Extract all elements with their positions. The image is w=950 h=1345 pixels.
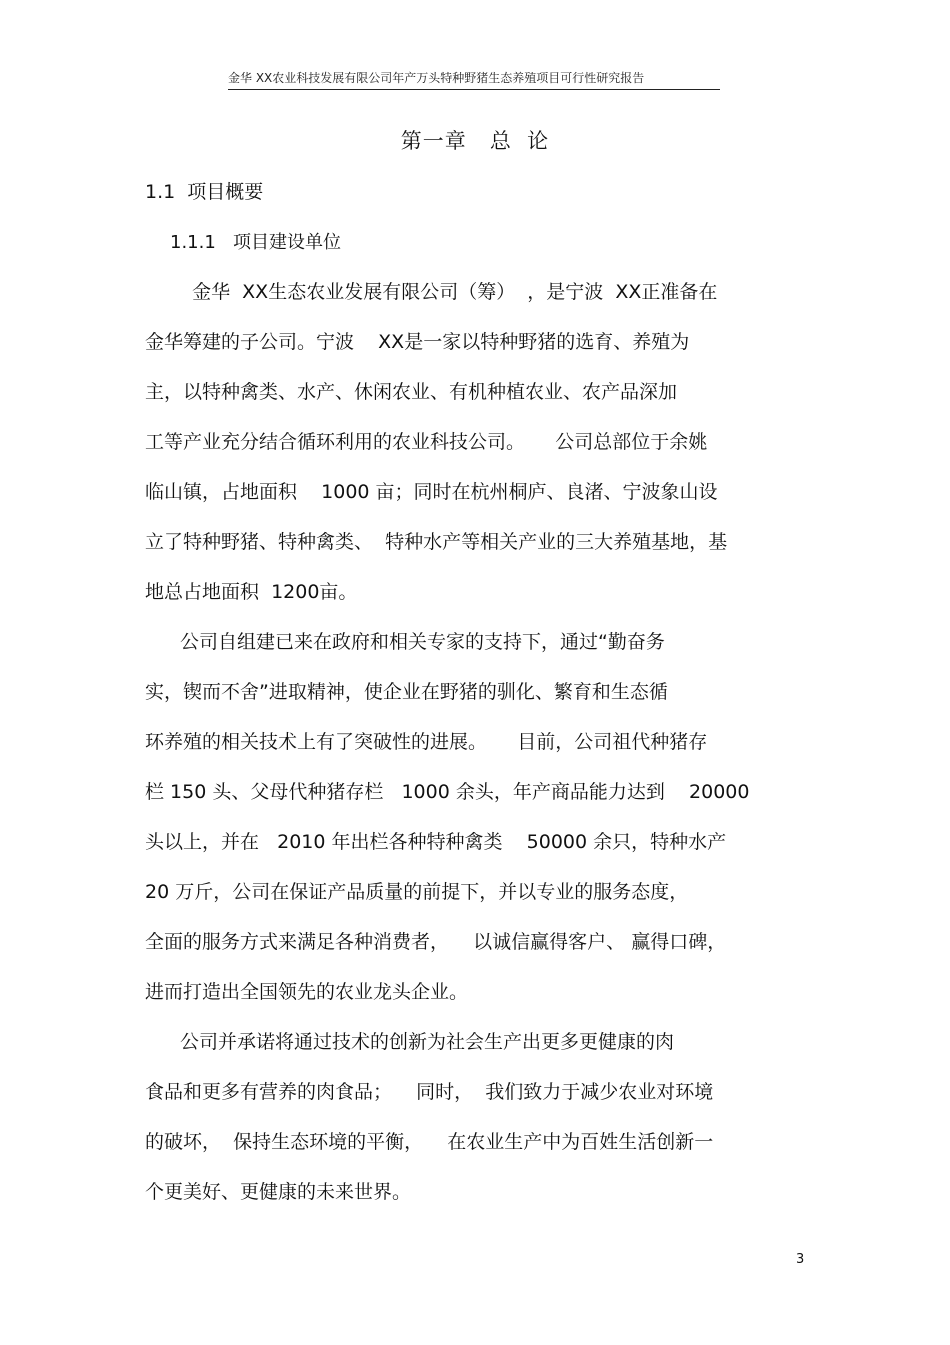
paragraph-line: 进而打造出全国领先的农业龙头企业。 (145, 981, 469, 1003)
header-rule (228, 89, 720, 90)
paragraph-line: 栏 150 头、父母代种猪存栏 1000 余头，年产商品能力达到 20000 (145, 781, 750, 803)
paragraph-line: 公司自组建已来在政府和相关专家的支持下，通过“勤奋务 (180, 631, 665, 653)
paragraph-line: 环养殖的相关技术上有了突破性的进展。 目前，公司祖代种猪存 (145, 731, 708, 753)
paragraph-line: 金华筹建的子公司。宁波 XX是一家以特种野猪的选育、养殖为 (145, 331, 690, 353)
paragraph-line: 实，锲而不舍”进取精神，使企业在野猪的驯化、繁育和生态循 (145, 681, 668, 703)
paragraph-line: 20 万斤，公司在保证产品质量的前提下，并以专业的服务态度， (145, 881, 689, 903)
paragraph-line: 立了特种野猪、特种禽类、 特种水产等相关产业的三大养殖基地，基 (145, 531, 728, 553)
paragraph-line: 的破坏， 保持生态环境的平衡， 在农业生产中为百姓生活创新一 (145, 1131, 714, 1153)
subsection-title: 1.1.1 项目建设单位 (170, 232, 341, 253)
chapter-title: 第一章 总 论 (400, 129, 550, 153)
paragraph-line: 头以上，并在 2010 年出栏各种特种禽类 50000 余只，特种水产 (145, 831, 727, 853)
page-number: 3 (796, 1252, 805, 1267)
paragraph-line: 地总占地面积 1200亩。 (145, 581, 358, 603)
paragraph-line: 金华 XX生态农业发展有限公司（筹） ，是宁波 XX正准备在 (180, 281, 718, 303)
paragraph-line: 临山镇，占地面积 1000 亩；同时在杭州桐庐、良渚、宁波象山设 (145, 481, 718, 503)
paragraph-line: 食品和更多有营养的肉食品； 同时， 我们致力于减少农业对环境 (145, 1081, 714, 1103)
paragraph-line: 主，以特种禽类、水产、休闲农业、有机种植农业、农产品深加 (145, 381, 678, 403)
paragraph-line: 公司并承诺将通过技术的创新为社会生产出更多更健康的肉 (180, 1031, 675, 1053)
running-header: 金华 XX农业科技发展有限公司年产万头特种野猪生态养殖项目可行性研究报告 (228, 71, 645, 85)
paragraph-line: 全面的服务方式来满足各种消费者， 以诚信赢得客户、 赢得口碑， (145, 931, 727, 953)
paragraph-line: 工等产业充分结合循环利用的农业科技公司。 公司总部位于余姚 (145, 431, 708, 453)
paragraph-line: 个更美好、更健康的未来世界。 (145, 1181, 412, 1203)
section-title: 1.1 项目概要 (145, 181, 264, 203)
